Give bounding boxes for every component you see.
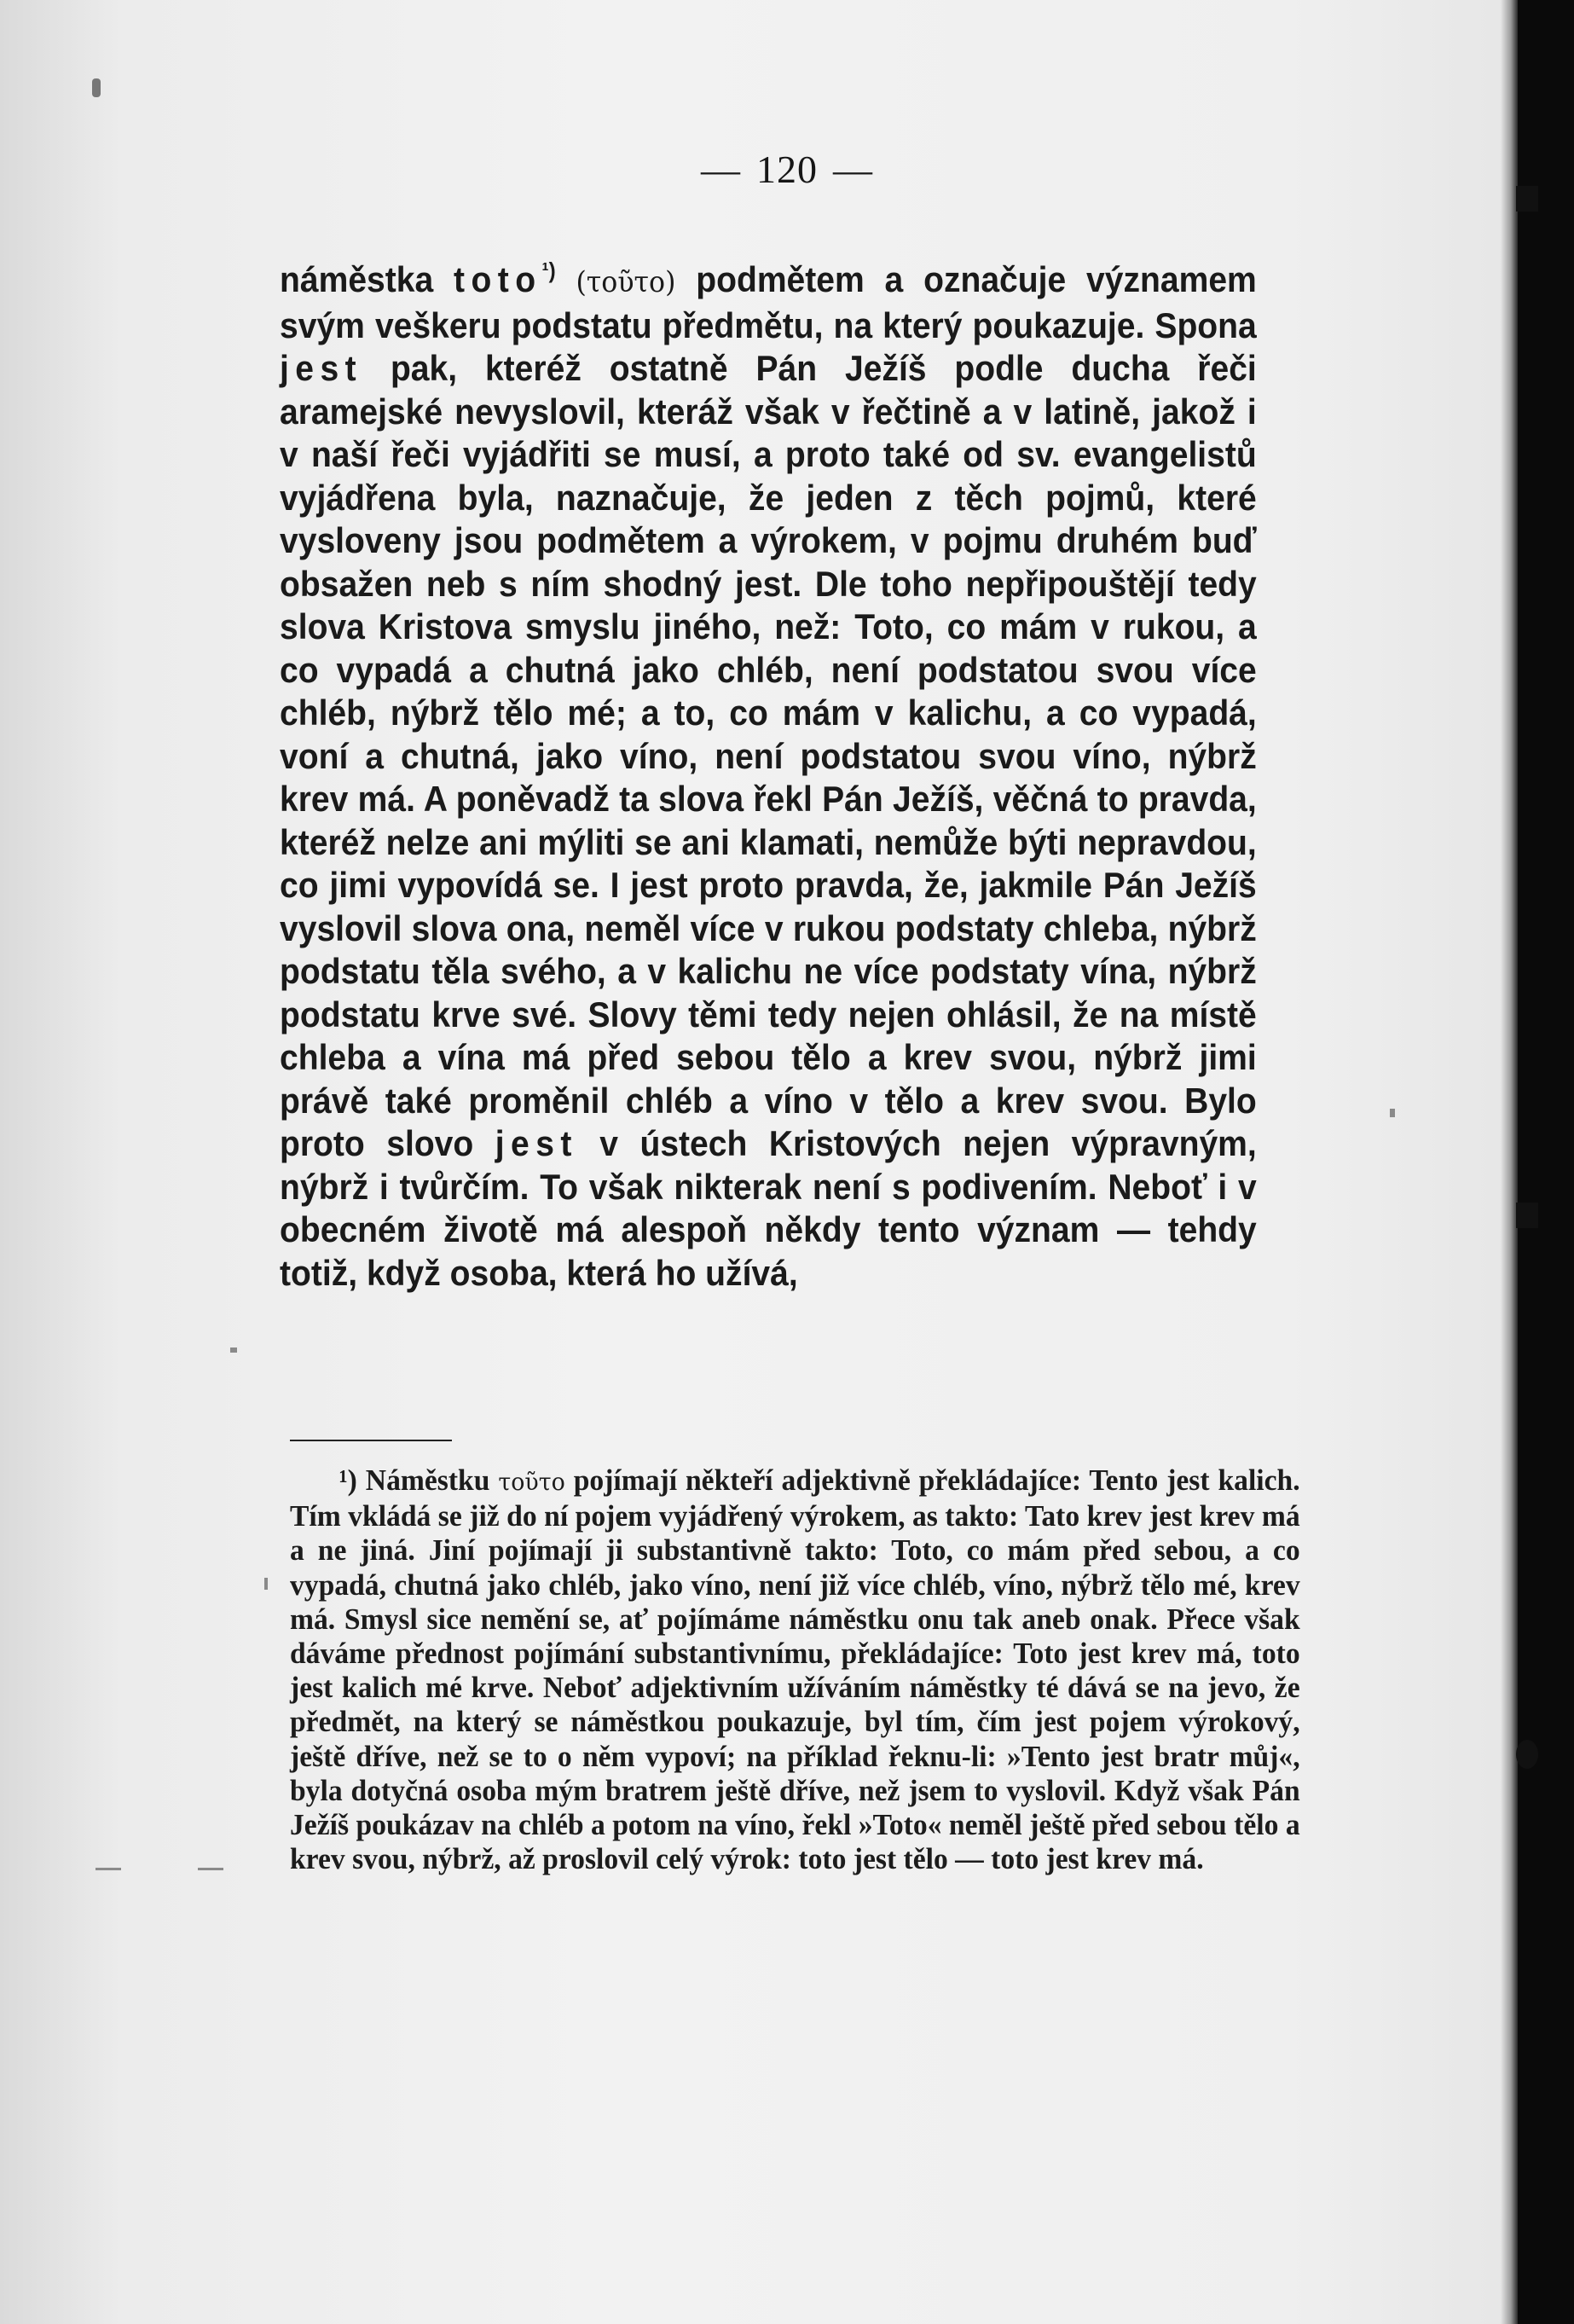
header-dash-right: — (833, 148, 873, 191)
greek-term: (τοῦτο) (576, 265, 676, 299)
emphasized-word: jest (495, 1123, 578, 1163)
footnote-marker: ¹) (339, 1463, 357, 1497)
page-edge-shadow (1501, 0, 1518, 2324)
ink-speck (230, 1347, 237, 1353)
text-run: v ústech Kristových nejen výpravným, nýbrž i tvůrčím. To však nikterak není s podivením. Neboť i v obecném životě má alespoň někdy tento význam — tehdy totiž, když osoba, která ho užívá, (280, 1123, 1257, 1293)
ink-speck (1390, 1109, 1395, 1117)
greek-term: τοῦτο (498, 1468, 565, 1496)
emphasized-word: jest (280, 348, 363, 388)
ink-speck (95, 1868, 121, 1870)
ink-speck (198, 1868, 223, 1870)
text-run: náměstka (280, 259, 434, 299)
binding-mark (1516, 1203, 1538, 1228)
binding-mark (1516, 1740, 1538, 1769)
footnote-reference: ¹) (541, 258, 556, 283)
ink-spot (92, 78, 101, 97)
header-dash-left: — (701, 148, 741, 191)
text-run: pojímají někteří adjektivně překládajíce: Tento jest kalich. Tím vkládá se již do ní pojem vyjádřený výrokem, as takto: Tato krev jest krev má a ne jiná. Jiní pojímají ji substantivně takto: Toto, co mám před sebou, a co vypadá, chutná jako chléb, jako víno, není již více chléb, víno, nýbrž tělo mé, krev má. Smysl sice nemění se, ať pojímáme náměstku onu tak aneb onak. Přece však dáváme přednost pojímání substantivnímu, překládajíce: Toto jest krev má, toto jest kalich mé krve. Neboť adjektivním užíváním náměstky té dává se na jevo, že předmět, na který se náměstkou poukazuje, byl tím, čím jest pojem výrokový, ještě dříve, než se to o něm vypoví; na příklad řeknu-li: »Tento jest bratr můj«, byla dotyčná osoba mým bratrem ještě dříve, než jsem to vyslovil. Když však Pán Ježíš poukázav na chléb a potom na víno, řekl »Toto« neměl ještě před sebou tělo a krev svou, nýbrž, až proslovil celý výrok: toto jest tělo — toto jest krev má. (290, 1463, 1300, 1876)
page-header (0, 147, 1574, 192)
footnote-divider (290, 1440, 452, 1441)
text-run: podmětem a označuje významem svým veškeru podstatu předmětu, na který poukazuje. Spona (280, 259, 1257, 345)
ink-speck (264, 1578, 268, 1590)
footnote (290, 1463, 1300, 1876)
book-binding (1518, 0, 1574, 2324)
text-run: Náměstku (365, 1463, 490, 1497)
text-run: pak, kteréž ostatně Pán Ježíš podle ducha řeči aramejské nevyslovil, kteráž však v řečtině a v latině, jakož i v naší řeči vyjádřiti se musí, a proto také od sv. evangelistů vyjádřena byla, naznačuje, že jeden z těch pojmů, které vysloveny jsou podmětem a výrokem, v pojmu druhém buď obsažen neb s ním shodný jest. Dle toho nepřipouštějí tedy slova Kristova smyslu jiného, než: Toto, co mám v rukou, a co vypadá a chutná jako chléb, není podstatou svou více chléb, nýbrž tělo mé; a to, co mám v kalichu, a co vypadá, voní a chutná, jako víno, není podstatou svou víno, nýbrž krev má. A poněvadž ta slova řekl Pán Ježíš, věčná to pravda, kteréž nelze ani mýliti se ani klamati, nemůže býti nepravdou, co jimi vypovídá se. I jest proto pravda, že, jakmile Pán Ježíš vyslovil slova ona, neměl více v rukou podstaty chleba, nýbrž podstatu těla svého, a v kalichu ne více podstaty vína, nýbrž podstatu krve své. Slovy těmi tedy nejen ohlásil, že na místě chleba a vína má před sebou tělo a krev svou, nýbrž jimi právě také proměnil chléb a víno v tělo a krev svou. Bylo proto slovo (280, 348, 1257, 1163)
page-number: 120 (756, 148, 818, 191)
main-text (280, 249, 1257, 1295)
emphasized-word: toto (454, 259, 542, 299)
footnote-paragraph (290, 1463, 1300, 1876)
main-paragraph (280, 249, 1257, 1295)
